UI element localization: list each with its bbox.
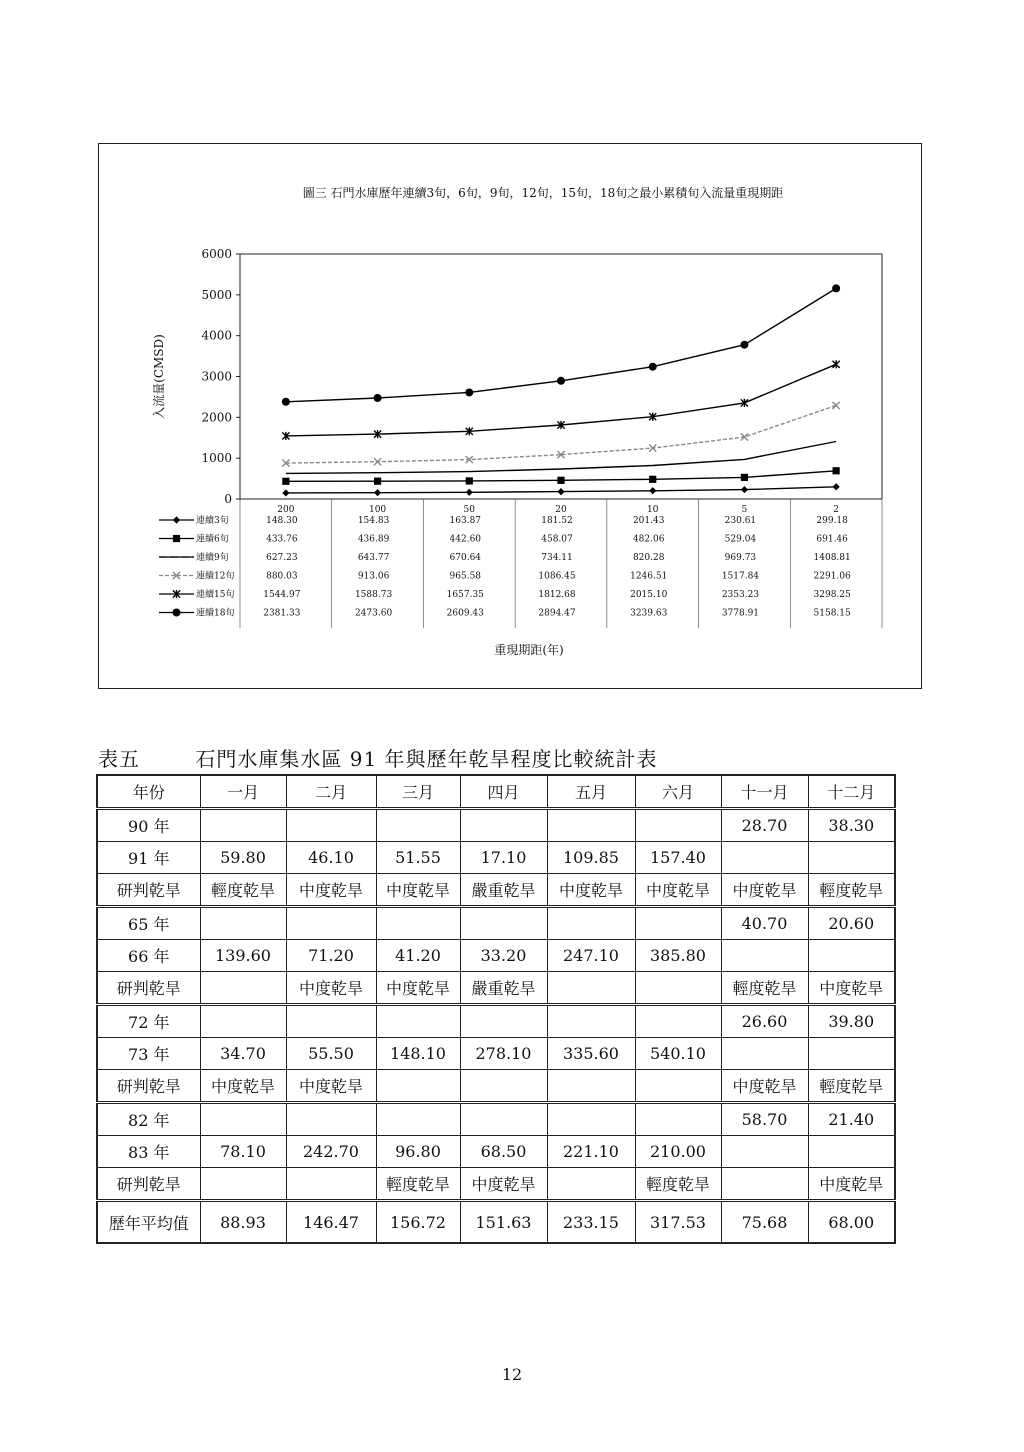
y-tick-label: 5000: [201, 287, 232, 302]
data-table-value: 670.64: [449, 553, 482, 563]
data-point: [649, 476, 656, 483]
table-cell: [460, 1070, 547, 1103]
table-cell: 中度乾旱: [376, 972, 460, 1005]
table-cell: [200, 809, 286, 842]
table-cell: [721, 1038, 808, 1070]
data-table-value: 3239.63: [630, 608, 668, 619]
table-row: [97, 1136, 895, 1168]
table-row: [97, 972, 895, 1005]
row-label-cell: 研判乾旱: [97, 1070, 200, 1103]
table-cell: [547, 907, 635, 940]
table-cell: 中度乾旱: [547, 874, 635, 907]
table-cell: [286, 907, 376, 940]
table-cell: 68.00: [808, 1201, 895, 1244]
data-table-value: 201.43: [632, 516, 665, 526]
table-cell: 中度乾旱: [635, 874, 721, 907]
average-row: [97, 1201, 895, 1244]
table-cell: [286, 1103, 376, 1136]
table-cell: 46.10: [286, 842, 376, 874]
table-cell: 中度乾旱: [808, 972, 895, 1005]
table-cell: [460, 1005, 547, 1038]
table-cell: 68.50: [460, 1136, 547, 1168]
data-point: [740, 341, 748, 349]
table-cell: [635, 907, 721, 940]
legend-label: 連續9旬: [196, 553, 229, 563]
row-label-cell: 65 年: [97, 907, 200, 940]
data-table-value: 965.58: [449, 571, 482, 582]
table-cell: 輕度乾旱: [635, 1168, 721, 1201]
x-tick-label: 50: [463, 505, 476, 515]
table-cell: [376, 1005, 460, 1038]
data-point: [374, 394, 382, 402]
row-label-cell: 研判乾旱: [97, 972, 200, 1005]
data-table-value: 913.06: [357, 571, 390, 582]
table-cell: 二月: [286, 775, 376, 809]
table-cell: 中度乾旱: [200, 1070, 286, 1103]
data-table-value: 2015.10: [630, 590, 668, 600]
table-cell: [808, 940, 895, 972]
table-cell: [200, 1168, 286, 1201]
table-cell: [200, 1103, 286, 1136]
data-point: [649, 363, 657, 371]
table-cell: [721, 842, 808, 874]
data-table-value: 2291.06: [813, 571, 851, 582]
x-tick-label: 2: [833, 505, 840, 515]
row-label-cell: 90 年: [97, 809, 200, 842]
table-cell: [721, 1136, 808, 1168]
table-cell: 233.15: [547, 1201, 635, 1244]
table-cell: 221.10: [547, 1136, 635, 1168]
table-cell: 385.80: [635, 940, 721, 972]
row-label-cell: 91 年: [97, 842, 200, 874]
data-table-value: 2609.43: [446, 608, 484, 619]
table-cell: 嚴重乾旱: [460, 874, 547, 907]
table-cell: 38.30: [808, 809, 895, 842]
table-cell: [635, 809, 721, 842]
data-point: [557, 488, 564, 495]
y-axis-label: 入流量(CMSD): [152, 334, 166, 419]
y-tick-label: 2000: [201, 410, 232, 425]
table-caption: [98, 743, 658, 772]
data-point: [465, 388, 473, 396]
row-label-cell: 82 年: [97, 1103, 200, 1136]
row-label-cell: 研判乾旱: [97, 874, 200, 907]
table-row: [97, 874, 895, 907]
table-cell: 39.80: [808, 1005, 895, 1038]
table-cell: 輕度乾旱: [808, 1070, 895, 1103]
data-table-value: 2894.47: [538, 608, 576, 619]
inflow-chart: [99, 144, 923, 690]
legend-label: 連續6旬: [196, 534, 229, 545]
table-cell: 三月: [376, 775, 460, 809]
row-label-cell: 研判乾旱: [97, 1168, 200, 1201]
chart-title: 圖三 石門水庫歷年連續3旬，6旬，9旬，12旬，15旬，18旬之最小累積旬入流量重現期距: [302, 186, 784, 200]
x-tick-label: 20: [555, 505, 567, 515]
table-cell: 輕度乾旱: [376, 1168, 460, 1201]
table-cell: [376, 1103, 460, 1136]
data-table-value: 820.28: [632, 553, 665, 563]
data-table-value: 529.04: [724, 534, 757, 545]
table-cell: 中度乾旱: [286, 1070, 376, 1103]
table-row: [97, 907, 895, 940]
data-table-value: 1246.51: [630, 571, 668, 582]
data-table-value: 436.89: [357, 534, 390, 545]
table-cell: 34.70: [200, 1038, 286, 1070]
table-row: [97, 1005, 895, 1038]
table-cell: [460, 1103, 547, 1136]
x-tick-label: 5: [741, 505, 748, 515]
data-table-value: 154.83: [357, 516, 390, 526]
page-number: 12: [501, 1365, 523, 1384]
legend-label: 連續3旬: [196, 516, 229, 526]
data-point: [374, 489, 381, 496]
data-point: [282, 489, 289, 496]
y-tick-label: 3000: [201, 369, 232, 384]
table-cell: 148.10: [376, 1038, 460, 1070]
table-cell: 151.63: [460, 1201, 547, 1244]
table-row: [97, 1103, 895, 1136]
table-cell: [547, 809, 635, 842]
legend-label: 連續15旬: [196, 590, 235, 600]
table-cell: [635, 1103, 721, 1136]
data-table-value: 482.06: [632, 534, 665, 545]
table-row: [97, 1038, 895, 1070]
y-tick-label: 6000: [201, 247, 232, 261]
table-cell: 輕度乾旱: [200, 874, 286, 907]
data-table-value: 433.76: [266, 534, 298, 545]
data-table-value: 691.46: [816, 534, 848, 545]
table-cell: 輕度乾旱: [808, 874, 895, 907]
table-row: [97, 940, 895, 972]
data-point: [833, 402, 840, 409]
table-cell: 75.68: [721, 1201, 808, 1244]
data-point: [741, 486, 748, 493]
table-cell: 78.10: [200, 1136, 286, 1168]
table-cell: 157.40: [635, 842, 721, 874]
table-cell: [200, 907, 286, 940]
data-point: [557, 377, 565, 385]
table-cell: 中度乾旱: [721, 874, 808, 907]
legend-label: 連續12旬: [196, 571, 235, 582]
table-cell: [547, 1005, 635, 1038]
table-cell: [721, 940, 808, 972]
data-table-value: 5158.15: [813, 608, 851, 619]
data-table-value: 643.77: [357, 553, 390, 563]
y-tick-label: 4000: [201, 328, 232, 343]
table-cell: 中度乾旱: [721, 1070, 808, 1103]
row-label-cell: 72 年: [97, 1005, 200, 1038]
table-cell: 146.47: [286, 1201, 376, 1244]
table-cell: [547, 1103, 635, 1136]
table-cell: [376, 1070, 460, 1103]
series-line: [286, 442, 836, 474]
data-table-value: 1517.84: [721, 571, 760, 582]
table-cell: 41.20: [376, 940, 460, 972]
data-point: [282, 478, 289, 485]
table-cell: 58.70: [721, 1103, 808, 1136]
legend-label: 連續18旬: [196, 608, 235, 619]
table-cell: 中度乾旱: [460, 1168, 547, 1201]
table-cell: [460, 809, 547, 842]
table-cell: 317.53: [635, 1201, 721, 1244]
table-cell: 156.72: [376, 1201, 460, 1244]
table-cell: [286, 1168, 376, 1201]
table-cell: [200, 972, 286, 1005]
data-table-value: 3778.91: [721, 608, 760, 619]
table-cell: 247.10: [547, 940, 635, 972]
table-header-row: [97, 775, 895, 809]
table-cell: 139.60: [200, 940, 286, 972]
data-point: [173, 535, 180, 542]
data-table-value: 2473.60: [354, 608, 393, 619]
data-table-value: 1812.68: [538, 590, 576, 600]
row-label-cell: 歷年平均值: [97, 1201, 200, 1244]
table-cell: 88.93: [200, 1201, 286, 1244]
data-point: [466, 489, 473, 496]
data-point: [833, 483, 840, 490]
table-cell: 20.60: [808, 907, 895, 940]
data-table-value: 181.52: [541, 516, 573, 526]
data-point: [374, 458, 381, 465]
table-cell: [200, 1005, 286, 1038]
table-cell: [808, 1038, 895, 1070]
table-cell: 四月: [460, 775, 547, 809]
data-point: [833, 360, 840, 368]
data-point: [282, 398, 290, 406]
drought-comparison-table: [96, 774, 896, 1244]
data-point: [557, 477, 564, 484]
table-cell: 六月: [635, 775, 721, 809]
table-caption-number: 表五: [98, 747, 140, 771]
table-cell: [547, 1070, 635, 1103]
table-cell: 278.10: [460, 1038, 547, 1070]
table-cell: 28.70: [721, 809, 808, 842]
table-cell: [286, 809, 376, 842]
table-cell: [808, 842, 895, 874]
table-cell: [376, 809, 460, 842]
table-cell: 十二月: [808, 775, 895, 809]
table-cell: 335.60: [547, 1038, 635, 1070]
table-cell: 242.70: [286, 1136, 376, 1168]
row-label-cell: 66 年: [97, 940, 200, 972]
data-table-value: 458.07: [541, 534, 573, 545]
row-label-cell: 年份: [97, 775, 200, 809]
table-cell: 嚴重乾旱: [460, 972, 547, 1005]
data-table-value: 880.03: [266, 571, 298, 582]
table-cell: [808, 1136, 895, 1168]
table-cell: [547, 1168, 635, 1201]
table-cell: 59.80: [200, 842, 286, 874]
table-row: [97, 1168, 895, 1201]
x-tick-label: 10: [646, 505, 659, 515]
data-table-value: 442.60: [449, 534, 482, 545]
data-table-value: 2353.23: [721, 590, 760, 600]
data-point: [173, 516, 180, 523]
data-table-value: 3298.25: [813, 590, 851, 600]
data-table-value: 1544.97: [263, 590, 301, 600]
table-cell: [376, 907, 460, 940]
table-row: [97, 1070, 895, 1103]
x-axis-label: 重現期距(年): [494, 643, 564, 657]
table-cell: 210.00: [635, 1136, 721, 1168]
figure-frame: [98, 143, 922, 689]
table-cell: 中度乾旱: [376, 874, 460, 907]
data-table-value: 299.18: [816, 516, 848, 526]
data-table-value: 1588.73: [354, 590, 393, 600]
table-cell: [460, 907, 547, 940]
table-row: [97, 842, 895, 874]
table-cell: 55.50: [286, 1038, 376, 1070]
row-label-cell: 73 年: [97, 1038, 200, 1070]
table-cell: 五月: [547, 775, 635, 809]
data-point: [374, 478, 381, 485]
data-point: [466, 477, 473, 484]
table-caption-title: 石門水庫集水區 91 年與歷年乾旱程度比較統計表: [195, 747, 658, 771]
data-table-value: 1086.45: [538, 571, 576, 582]
y-tick-label: 0: [224, 492, 232, 506]
table-cell: [721, 1168, 808, 1201]
table-row: [97, 809, 895, 842]
table-cell: 109.85: [547, 842, 635, 874]
table-cell: 26.60: [721, 1005, 808, 1038]
table-cell: 十一月: [721, 775, 808, 809]
table-cell: [635, 1005, 721, 1038]
table-cell: 71.20: [286, 940, 376, 972]
x-tick-label: 200: [277, 505, 295, 515]
table-cell: 40.70: [721, 907, 808, 940]
table-cell: 輕度乾旱: [721, 972, 808, 1005]
data-table-value: 230.61: [724, 516, 757, 526]
y-tick-label: 1000: [201, 451, 232, 466]
table-cell: 一月: [200, 775, 286, 809]
table-cell: 中度乾旱: [808, 1168, 895, 1201]
data-table-value: 734.11: [541, 553, 573, 563]
table-cell: [635, 1070, 721, 1103]
data-point: [173, 609, 181, 617]
data-table-value: 969.73: [724, 553, 757, 563]
data-table-value: 627.23: [266, 553, 298, 563]
data-table-value: 1408.81: [813, 553, 851, 563]
data-table-value: 1657.35: [446, 590, 484, 600]
table-cell: [286, 1005, 376, 1038]
table-cell: 17.10: [460, 842, 547, 874]
data-table-value: 163.87: [449, 516, 482, 526]
table-cell: 51.55: [376, 842, 460, 874]
table-cell: 96.80: [376, 1136, 460, 1168]
data-point: [649, 487, 656, 494]
table-cell: 21.40: [808, 1103, 895, 1136]
table-cell: 33.20: [460, 940, 547, 972]
data-point: [741, 474, 748, 481]
data-table-value: 2381.33: [263, 608, 301, 619]
table-cell: [547, 972, 635, 1005]
row-label-cell: 83 年: [97, 1136, 200, 1168]
data-point: [833, 467, 840, 474]
x-tick-label: 100: [368, 505, 387, 515]
table-cell: 540.10: [635, 1038, 721, 1070]
data-table-value: 148.30: [266, 516, 298, 526]
table-cell: 中度乾旱: [286, 874, 376, 907]
table-cell: [635, 972, 721, 1005]
data-point: [832, 284, 840, 292]
table-cell: 中度乾旱: [286, 972, 376, 1005]
